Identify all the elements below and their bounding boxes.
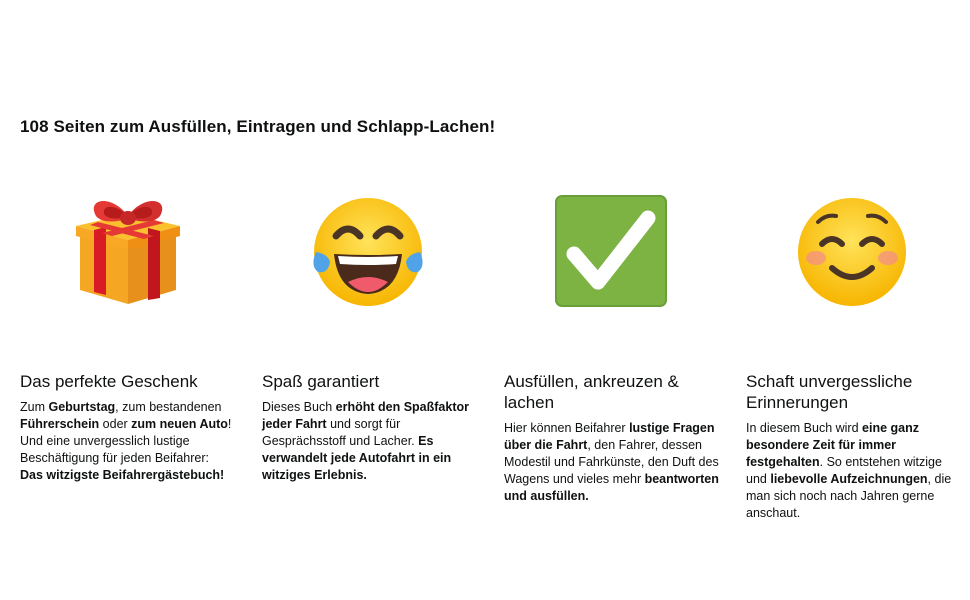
body-text: Hier können Beifahrer bbox=[504, 421, 630, 435]
body-text: , den Fahrer, dessen Modestil und Fahrkünste, den Duft des Wagens und vieles mehr bbox=[504, 438, 719, 486]
smiling-blush-face-icon bbox=[792, 192, 912, 312]
emphasis-text: Es verwandelt jede Autofahrt in ein witziges Erlebnis. bbox=[262, 434, 452, 482]
body-text: In diesem Buch wird bbox=[746, 421, 863, 435]
feature-title: Schaft unvergessliche Erinnerungen bbox=[746, 372, 913, 412]
emphasis-text: Das witzigste Beifahrergästebuch! bbox=[20, 468, 225, 482]
emphasis-text: lustige Fragen über die Fahrt bbox=[504, 421, 715, 452]
emphasis-text: erhöht den Spaßfaktor jeder Fahrt bbox=[262, 400, 469, 431]
gift-icon bbox=[68, 192, 188, 312]
page-headline: 108 Seiten zum Ausfüllen, Eintragen und Schlapp-Lachen! bbox=[20, 117, 496, 136]
body-text: Dieses Buch bbox=[262, 400, 336, 414]
feature-fill-in bbox=[504, 371, 719, 505]
body-text: , die man sich noch nach Jahren gerne anschaut. bbox=[746, 472, 952, 520]
body-text: und sorgt für Gesprächsstoff und Lacher. bbox=[262, 417, 419, 448]
emphasis-text: Führerschein bbox=[20, 417, 100, 431]
feature-description bbox=[20, 399, 235, 484]
body-text: ! Und eine unvergesslich lustige Beschäftigung für jeden Beifahrer: bbox=[20, 417, 232, 465]
emphasis-text: eine ganz besondere Zeit für immer festgehalten bbox=[746, 421, 919, 469]
emphasis-text: beantworten und ausfüllen. bbox=[504, 472, 719, 503]
emphasis-text: liebevolle Aufzeichnungen bbox=[770, 472, 928, 486]
emphasis-text: Geburtstag bbox=[48, 400, 116, 414]
check-mark-button-icon bbox=[550, 192, 670, 312]
feature-title: Ausfüllen, ankreuzen & lachen bbox=[504, 372, 679, 412]
feature-description bbox=[504, 420, 719, 505]
feature-fun bbox=[262, 371, 477, 484]
feature-description bbox=[746, 420, 961, 522]
feature-description bbox=[262, 399, 477, 484]
body-text: . So entstehen witzige und bbox=[746, 455, 942, 486]
body-text: , zum bestandenen bbox=[115, 400, 222, 414]
feature-gift bbox=[20, 371, 235, 484]
feature-title: Das perfekte Geschenk bbox=[20, 372, 198, 391]
body-text: oder bbox=[99, 417, 132, 431]
laughing-tears-face-icon bbox=[308, 192, 428, 312]
body-text: Zum bbox=[20, 400, 49, 414]
emphasis-text: zum neuen Auto bbox=[131, 417, 228, 431]
feature-memories bbox=[746, 371, 961, 522]
feature-title: Spaß garantiert bbox=[262, 372, 380, 391]
